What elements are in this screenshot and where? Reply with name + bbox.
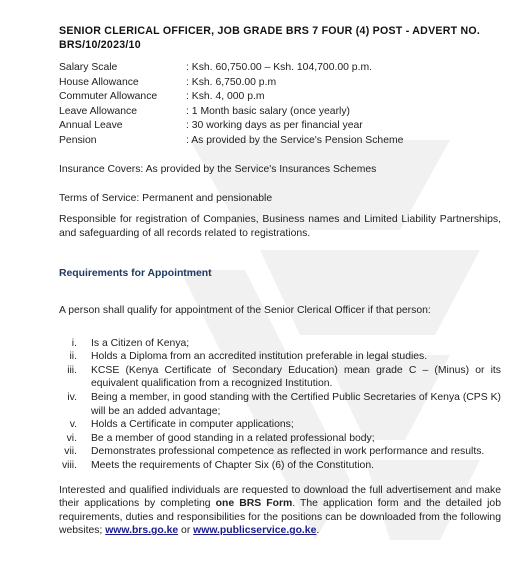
list-item — [59, 418, 501, 432]
closing-text: or — [178, 525, 194, 537]
list-item-text: Holds a Certificate in computer applications; — [91, 419, 294, 431]
closing-text: Interested and qualified individuals are requested to download the full advertisement and make their applications by completing — [59, 484, 501, 510]
closing-text: . — [316, 525, 320, 537]
terms-value: : Ksh. 6,750.00 p.m — [186, 76, 277, 88]
list-item — [59, 337, 501, 351]
list-item-number: iv. — [67, 391, 77, 403]
list-item-text: Be a member of good standing in a related professional body; — [91, 432, 375, 444]
terms-of-service-text: Terms of Service: Permanent and pensionable — [59, 192, 273, 204]
list-item-text: Being a member, in good standing with the Certified Public Secretaries of Kenya (CPS K) will be an added advantage; — [91, 391, 501, 417]
list-item — [59, 391, 501, 418]
list-item-number: viii. — [61, 459, 77, 471]
list-item-text: Is a Citizen of Kenya; — [91, 337, 190, 349]
list-item-text: KCSE (Kenya Certificate of Secondary Education) mean grade C – (Minus) or its equivalent qualification from a recognized Institution. — [91, 364, 501, 390]
list-item-text: Holds a Diploma from an accredited institution preferable in legal studies. — [91, 351, 428, 363]
terms-row — [59, 90, 403, 105]
list-item-number: vi. — [66, 432, 77, 444]
terms-value: : As provided by the Service's Pension Scheme — [186, 134, 404, 146]
list-item-text: Meets the requirements of Chapter Six (6) of the Constitution. — [91, 459, 374, 471]
list-item-number: vii. — [64, 446, 77, 458]
terms-label: Salary Scale — [59, 62, 118, 73]
terms-row — [59, 119, 403, 134]
requirements-list — [59, 337, 501, 473]
terms-value: : Ksh. 4, 000 p.m — [186, 91, 265, 102]
list-item — [59, 364, 501, 391]
brs-website-link[interactable]: www.brs.go.ke — [105, 525, 179, 537]
list-item-number: v. — [69, 419, 77, 431]
list-item-number: ii. — [69, 351, 77, 363]
terms-label: Commuter Allowance — [59, 91, 158, 102]
requirements-heading: Requirements for Appointment — [59, 268, 212, 280]
terms-row — [59, 76, 403, 91]
advert-title: SENIOR CLERICAL OFFICER, JOB GRADE BRS 7 FOUR (4) POST - ADVERT NO. BRS/10/2023/10 — [59, 25, 481, 51]
terms-label: Pension — [59, 134, 97, 146]
list-item — [59, 350, 501, 364]
closing-text: . The application form and the detailed job requirements, duties and responsibilities for the positions can be downloaded from the following websites; — [59, 498, 501, 537]
list-item-number: iii. — [67, 364, 77, 376]
terms-value: : 30 working days as per financial year — [186, 120, 363, 131]
brs-form-emphasis: one BRS Form — [215, 498, 293, 510]
terms-row — [59, 105, 403, 120]
terms-label: Leave Allowance — [59, 105, 137, 117]
list-item — [59, 459, 501, 473]
insurance-text: Insurance Covers: As provided by the Service's Insurances Schemes — [59, 164, 377, 175]
responsibility-text: Responsible for registration of Companies, Business names and Limited Liability Partnerships, and safeguarding of all records related to registrations. — [59, 214, 501, 239]
closing-paragraph — [59, 484, 501, 538]
terms-value: : Ksh. 60,750.00 – Ksh. 104,700.00 p.m. — [186, 62, 373, 73]
list-item — [59, 445, 501, 459]
terms-table — [59, 61, 403, 148]
public-service-website-link[interactable]: www.publicservice.go.ke — [193, 525, 317, 537]
terms-value: : 1 Month basic salary (once yearly) — [186, 105, 351, 117]
qualify-intro: A person shall qualify for appointment of the Senior Clerical Officer if that person: — [59, 304, 431, 316]
list-item-number: i. — [71, 337, 77, 349]
list-item-text: Demonstrates professional competence as reflected in work performance and results. — [91, 446, 485, 458]
advert-content — [59, 24, 501, 538]
terms-label: Annual Leave — [59, 120, 123, 131]
terms-label: House Allowance — [59, 76, 139, 88]
terms-row — [59, 61, 403, 76]
list-item — [59, 432, 501, 446]
terms-row — [59, 134, 403, 149]
